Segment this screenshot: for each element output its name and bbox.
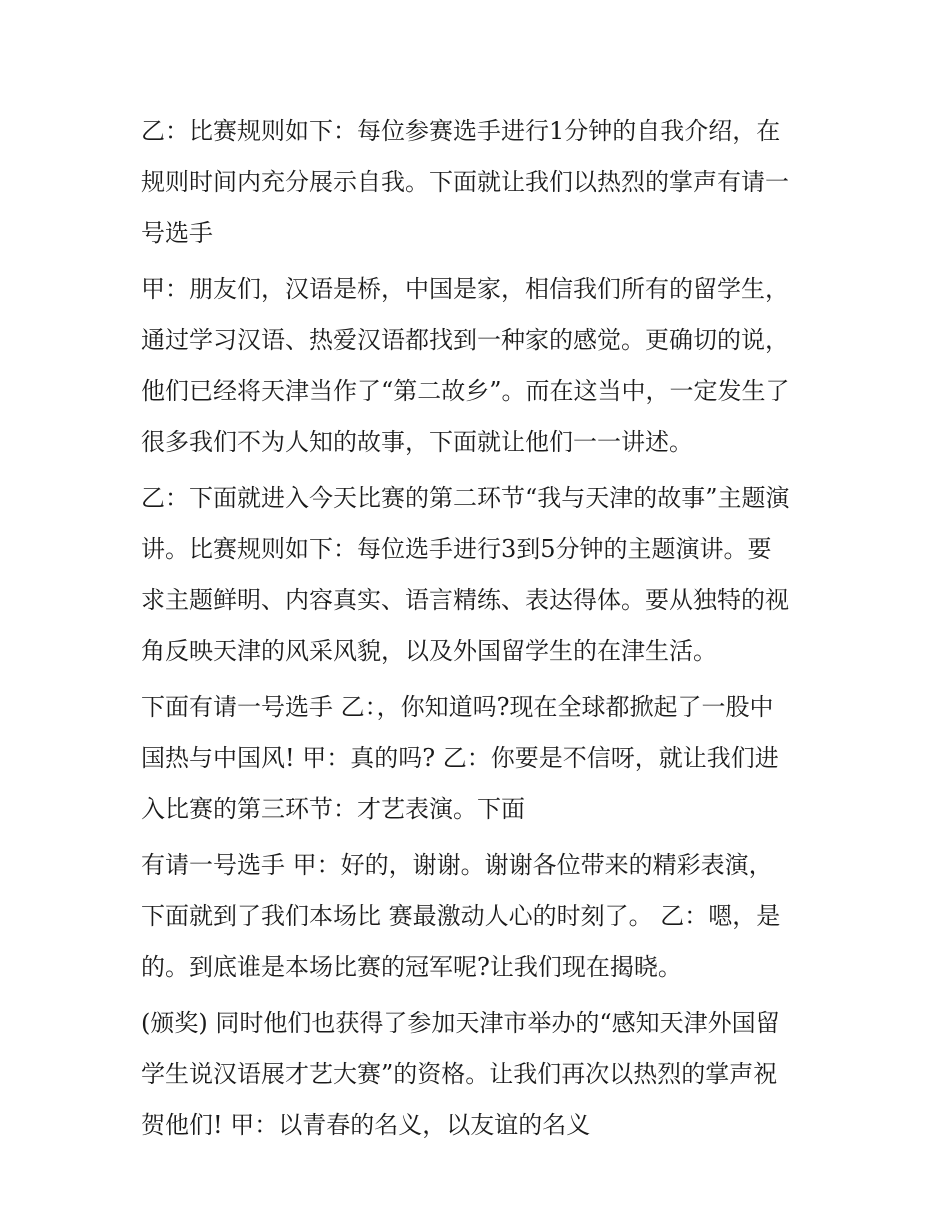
text-line: 规则时间内充分展示自我。下面就让我们以热烈的掌声有请一 — [141, 168, 789, 196]
text-line: 乙：下面就进入今天比赛的第二环节“我与天津的故事”主题演 — [141, 484, 790, 512]
text-line: (颁奖) 同时他们也获得了参加天津市举办的“感知天津外国留 — [141, 1009, 780, 1037]
text-line: 有请一号选手 甲：好的，谢谢。谢谢各位带来的精彩表演， — [141, 851, 773, 879]
paragraph-second-round — [141, 473, 821, 677]
paragraph-friends — [141, 264, 821, 468]
text-line: 角反映天津的风采风貌，以及外国留学生的在津生活。 — [141, 637, 717, 665]
text-line: 贺他们! 甲：以青春的名义，以友谊的名义 — [141, 1111, 591, 1139]
text-line: 入比赛的第三环节：才艺表演。下面 — [141, 795, 525, 823]
text-line: 通过学习汉语、热爱汉语都找到一种家的感觉。更确切的说， — [141, 326, 789, 354]
text-line: 乙：比赛规则如下：每位参赛选手进行1分钟的自我介绍，在 — [141, 117, 781, 145]
text-line: 讲。比赛规则如下：每位选手进行3到5分钟的主题演讲。要 — [141, 535, 772, 563]
text-line: 甲：朋友们，汉语是桥，中国是家，相信我们所有的留学生， — [141, 275, 789, 303]
paragraph-awards — [141, 998, 821, 1151]
text-line: 他们已经将天津当作了“第二故乡”。而在这当中，一定发生了 — [141, 377, 790, 405]
text-line: 的。到底谁是本场比赛的冠军呢?让我们现在揭晓。 — [141, 953, 682, 981]
text-line: 学生说汉语展才艺大赛”的资格。让我们再次以热烈的掌声祝 — [141, 1060, 778, 1088]
text-line: 号选手 — [141, 219, 213, 247]
text-line: 求主题鲜明、内容真实、语言精练、表达得体。要从独特的视 — [141, 586, 789, 614]
text-line: 下面就到了我们本场比 赛最激动人心的时刻了。 乙：嗯，是 — [141, 902, 781, 930]
document-body — [141, 106, 821, 1156]
paragraph-final — [141, 840, 821, 993]
text-line: 国热与中国风! 甲：真的吗? 乙：你要是不信呀，就让我们进 — [141, 744, 779, 772]
text-line: 很多我们不为人知的故事，下面就让他们一一讲述。 — [141, 428, 693, 456]
paragraph-rules-intro — [141, 106, 821, 259]
paragraph-third-round — [141, 682, 821, 835]
text-line: 下面有请一号选手 乙：，你知道吗?现在全球都掀起了一股中 — [141, 693, 774, 721]
